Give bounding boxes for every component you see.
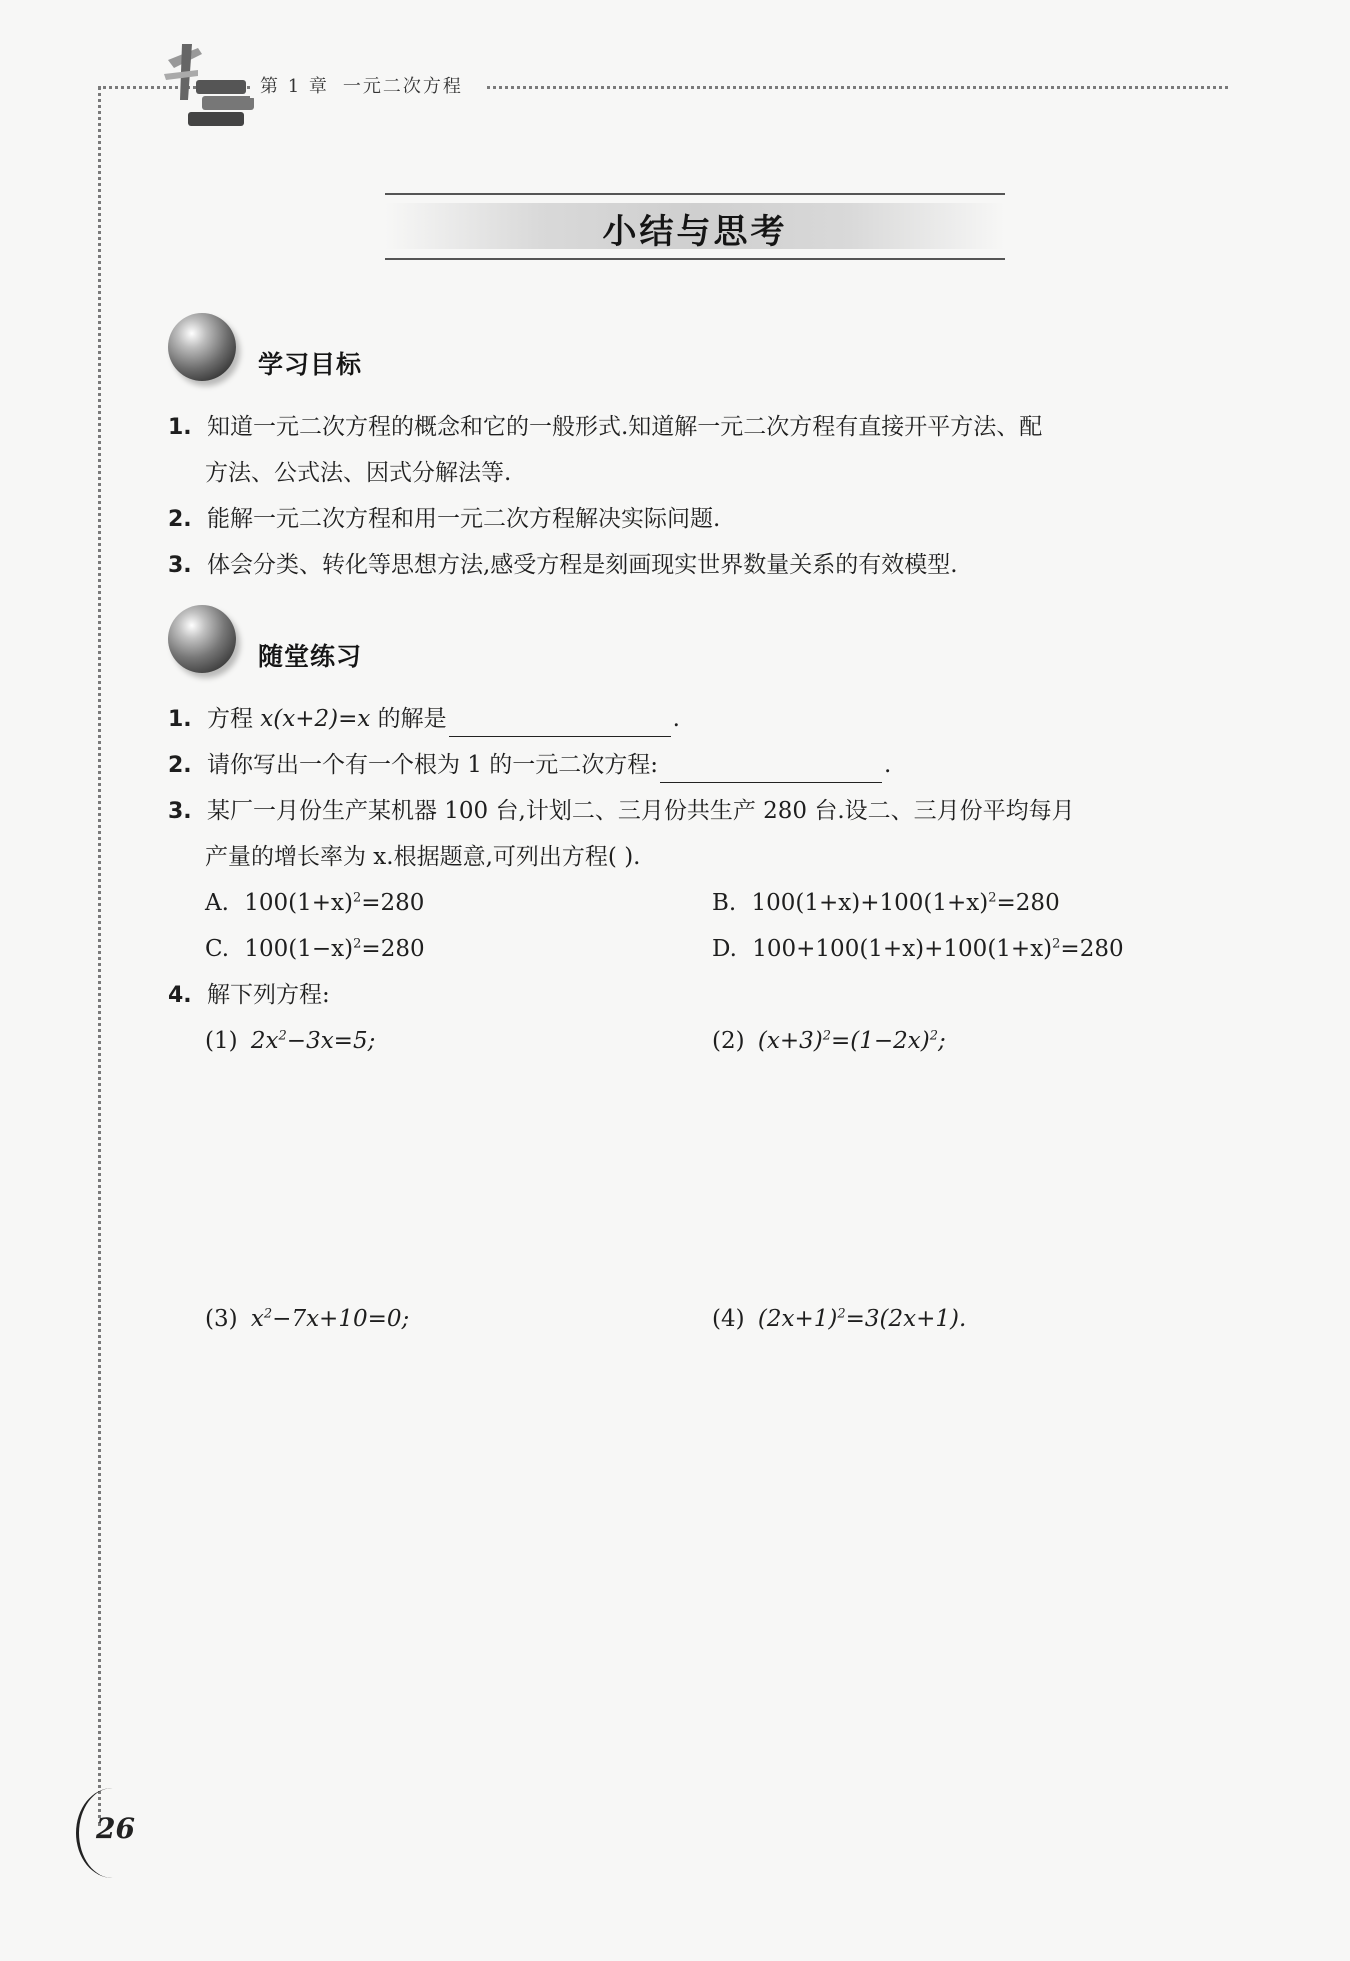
question-text: 解下列方程:	[206, 982, 330, 1008]
question-text-suffix: 的解是	[377, 706, 447, 732]
equation-2	[712, 1024, 946, 1058]
equation-label: (1)	[205, 1028, 238, 1054]
sphere-icon	[168, 313, 236, 381]
equation-label: (3)	[205, 1306, 238, 1332]
question-expression: x(x+2)=x	[260, 706, 371, 732]
equation-expr: $x^2-7x+10=0$;	[250, 1306, 410, 1332]
running-header	[250, 72, 487, 98]
option-b[interactable]	[712, 886, 1060, 920]
equation-label: (4)	[712, 1306, 745, 1332]
option-c[interactable]	[205, 932, 425, 966]
goal-number: 3.	[168, 553, 192, 578]
question-1	[168, 702, 680, 737]
goal-number: 1.	[168, 415, 192, 440]
chapter-number: 第 1 章	[260, 76, 329, 97]
option-label: D.	[712, 936, 737, 962]
question-3-cont: 产量的增长率为 x.根据题意,可列出方程( ).	[205, 844, 641, 870]
left-dotted-rule	[98, 86, 101, 1826]
goals-heading: 学习目标	[258, 350, 363, 379]
page-number: 26	[96, 1812, 135, 1845]
question-number: 4.	[168, 983, 192, 1008]
equation-4	[712, 1302, 966, 1336]
question-number: 2.	[168, 753, 192, 778]
answer-blank[interactable]	[660, 758, 882, 783]
equation-label: (2)	[712, 1028, 745, 1054]
question-text: 请你写出一个有一个根为 1 的一元二次方程:	[206, 752, 658, 778]
option-expr: $100(1+x)+100(1+x)^2=280$	[751, 890, 1060, 916]
title-rule-top	[385, 193, 1005, 195]
option-label: A.	[205, 890, 229, 916]
equation-expr: $2x^2-3x=5$;	[250, 1028, 376, 1054]
question-end: .	[884, 752, 892, 778]
section-title: 小结与思考	[602, 212, 788, 252]
chapter-title: 一元二次方程	[342, 76, 463, 97]
globe-icon	[168, 605, 236, 673]
goal-item-2	[168, 502, 720, 537]
goal-item-3	[168, 548, 958, 583]
question-3	[168, 794, 1075, 829]
option-label: B.	[712, 890, 737, 916]
option-d[interactable]	[712, 932, 1124, 966]
option-expr: $100(1+x)^2=280$	[244, 890, 425, 916]
goal-item-1	[168, 410, 1042, 445]
equation-expr: $(2x+1)^2=3(2x+1)$.	[757, 1306, 967, 1332]
option-a[interactable]	[205, 886, 424, 920]
option-expr: $100+100(1+x)+100(1+x)^2=280$	[752, 936, 1124, 962]
equation-expr: $(x+3)^2=(1-2x)^2$;	[757, 1028, 946, 1054]
goal-text: 知道一元二次方程的概念和它的一般形式.知道解一元二次方程有直接开平方法、配	[206, 414, 1043, 440]
chapter-logo-icon	[158, 40, 263, 135]
question-2	[168, 748, 891, 783]
title-rule-bottom	[385, 258, 1005, 260]
question-end: .	[672, 706, 680, 732]
goal-item-1-cont: 方法、公式法、因式分解法等.	[205, 460, 512, 486]
answer-blank[interactable]	[449, 712, 671, 737]
option-expr: $100(1-x)^2=280$	[244, 936, 425, 962]
question-number: 1.	[168, 707, 192, 732]
question-4	[168, 978, 330, 1013]
question-text: 某厂一月份生产某机器 100 台,计划二、三月份共生产 280 台.设二、三月份平均每月	[206, 798, 1075, 824]
option-label: C.	[205, 936, 230, 962]
equation-1	[205, 1024, 375, 1058]
question-number: 3.	[168, 799, 192, 824]
practice-heading: 随堂练习	[258, 642, 363, 671]
goal-number: 2.	[168, 507, 192, 532]
goal-text: 体会分类、转化等思想方法,感受方程是刻画现实世界数量关系的有效模型.	[206, 552, 958, 578]
question-text-prefix: 方程	[206, 706, 253, 732]
goal-text: 能解一元二次方程和用一元二次方程解决实际问题.	[206, 506, 721, 532]
equation-3	[205, 1302, 409, 1336]
